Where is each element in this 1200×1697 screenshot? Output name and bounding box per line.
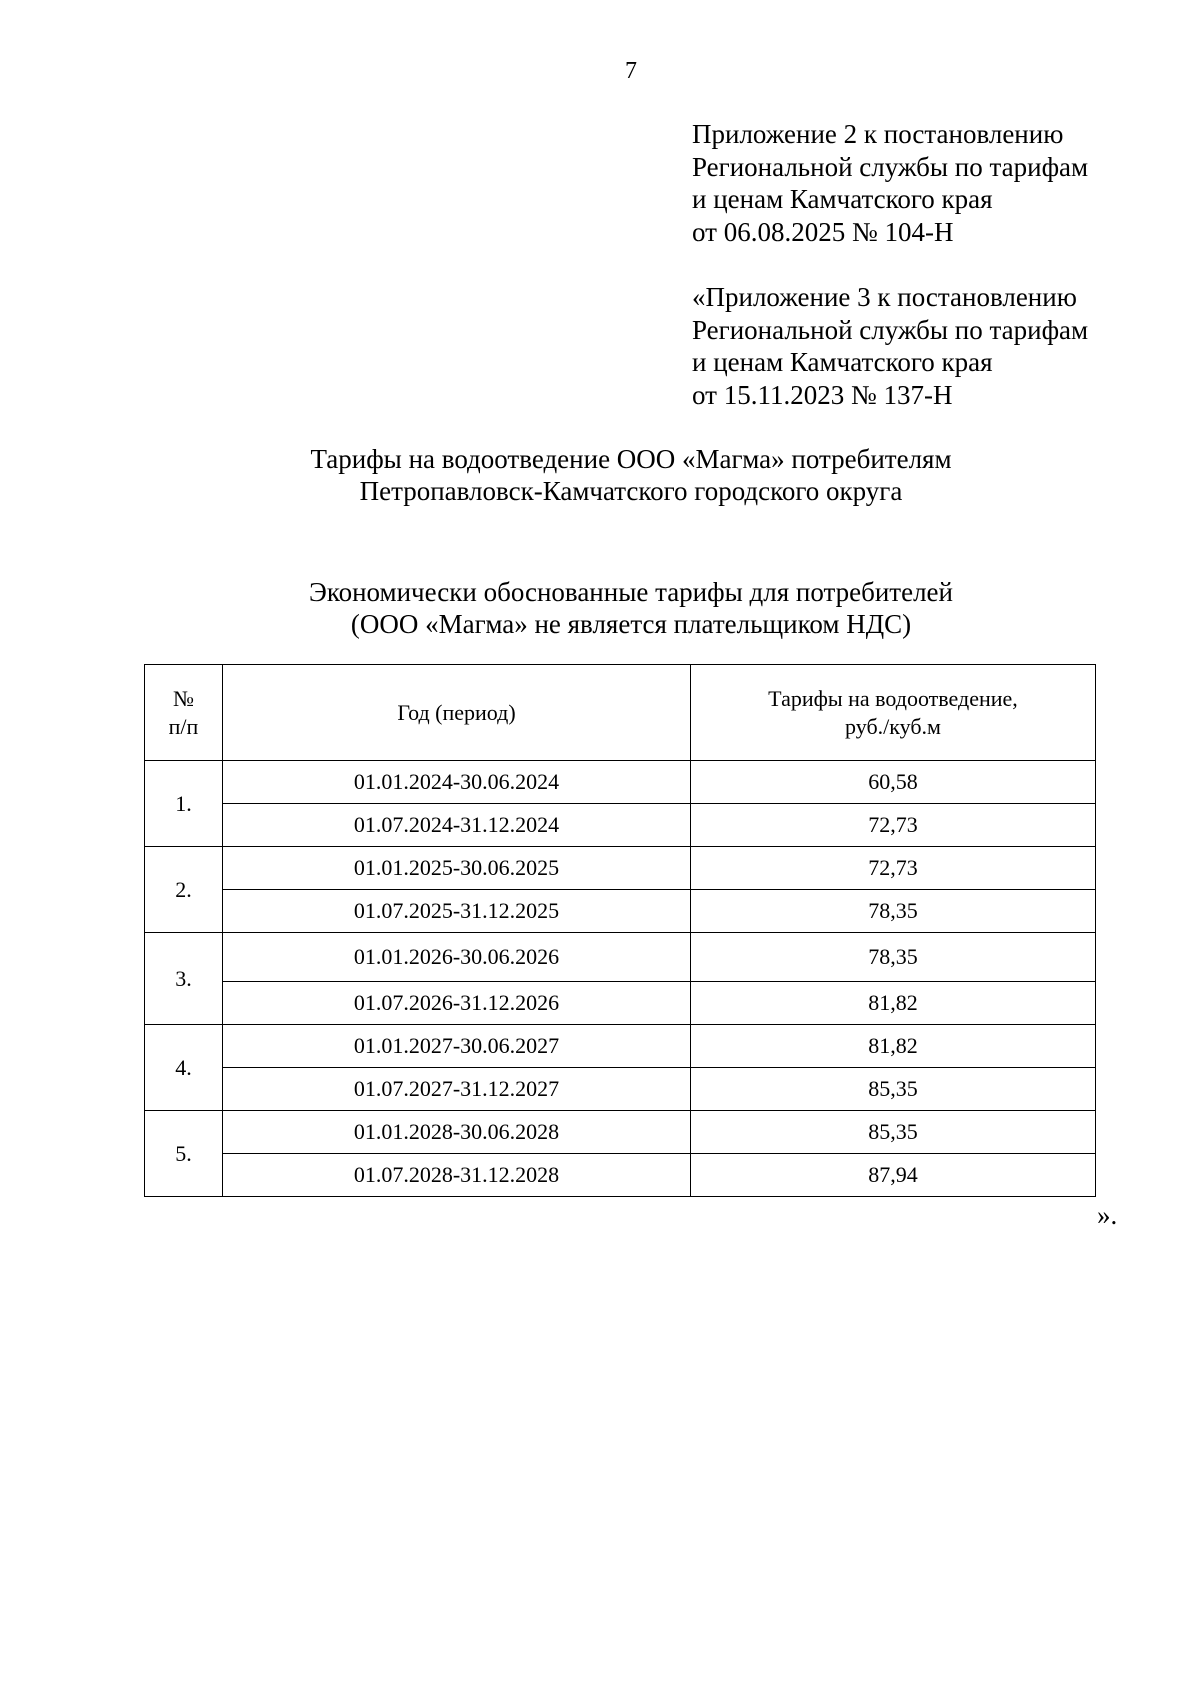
table-row — [145, 761, 1096, 804]
row-number: 2. — [145, 847, 223, 933]
annex-amended-line: и ценам Камчатского края — [692, 347, 993, 377]
header-tariff-line: Тарифы на водоотведение, — [768, 685, 1018, 711]
document-title — [0, 443, 1200, 507]
table-header-row — [145, 665, 1096, 761]
closing-quote-mark: ». — [1097, 1200, 1118, 1230]
row-number: 4. — [145, 1025, 223, 1111]
period-cell: 01.01.2027-30.06.2027 — [223, 1025, 691, 1068]
header-number-line: п/п — [168, 713, 199, 739]
period-cell: 01.07.2025-31.12.2025 — [223, 890, 691, 933]
period-cell: 01.07.2026-31.12.2026 — [223, 982, 691, 1025]
annex-current-line: и ценам Камчатского края — [692, 184, 993, 214]
table-row — [145, 933, 1096, 982]
period-cell: 01.01.2028-30.06.2028 — [223, 1111, 691, 1154]
period-cell: 01.01.2024-30.06.2024 — [223, 761, 691, 804]
table-row — [145, 982, 1096, 1025]
table-row — [145, 1111, 1096, 1154]
header-tariff-line: руб./куб.м — [845, 713, 941, 739]
header-number-line: № — [173, 685, 194, 711]
period-cell: 01.01.2025-30.06.2025 — [223, 847, 691, 890]
table-row — [145, 1025, 1096, 1068]
annex-current-line: Приложение 2 к постановлению — [692, 119, 1064, 149]
tariff-cell: 72,73 — [691, 847, 1096, 890]
period-cell: 01.07.2024-31.12.2024 — [223, 804, 691, 847]
row-number: 3. — [145, 933, 223, 1025]
annex-amended-line: «Приложение 3 к постановлению — [692, 282, 1077, 312]
table-row — [145, 804, 1096, 847]
table-caption — [0, 576, 1200, 640]
annex-amended-line: Региональной службы по тарифам — [692, 314, 1089, 345]
annex-current-line: от 06.08.2025 № 104-Н — [692, 216, 954, 247]
document-title-line: Петропавловск-Камчатского городского округа — [359, 476, 903, 506]
page-number: 7 — [625, 58, 637, 84]
header-number — [145, 665, 223, 761]
table-row — [145, 890, 1096, 933]
annex-amended-line: от 15.11.2023 № 137-Н — [692, 379, 953, 410]
tariff-cell: 81,82 — [691, 982, 1096, 1025]
tariff-cell: 85,35 — [691, 1068, 1096, 1111]
tariff-cell: 81,82 — [691, 1025, 1096, 1068]
annex-current-line: Региональной службы по тарифам — [692, 151, 1089, 182]
period-cell: 01.07.2028-31.12.2028 — [223, 1154, 691, 1197]
header-tariff — [691, 665, 1096, 761]
annex-amended-block — [692, 281, 1088, 411]
tariffs-table — [144, 664, 1096, 1197]
tariff-cell: 78,35 — [691, 933, 1096, 982]
table-row — [145, 847, 1096, 890]
table-row — [145, 1154, 1096, 1197]
tariff-cell: 60,58 — [691, 761, 1096, 804]
tariff-cell: 85,35 — [691, 1111, 1096, 1154]
tariff-cell: 78,35 — [691, 890, 1096, 933]
tariff-cell: 87,94 — [691, 1154, 1096, 1197]
header-period: Год (период) — [223, 665, 691, 761]
tariff-cell: 72,73 — [691, 804, 1096, 847]
period-cell: 01.07.2027-31.12.2027 — [223, 1068, 691, 1111]
table-caption-line: Экономически обоснованные тарифы для потребителей — [309, 577, 953, 607]
document-title-line: Тарифы на водоотведение ООО «Магма» потребителям — [310, 444, 952, 474]
row-number: 5. — [145, 1111, 223, 1197]
annex-current-block — [692, 118, 1088, 248]
table-row — [145, 1068, 1096, 1111]
row-number: 1. — [145, 761, 223, 847]
period-cell: 01.01.2026-30.06.2026 — [223, 933, 691, 982]
table-caption-line: (ООО «Магма» не является плательщиком НДС) — [350, 609, 912, 639]
